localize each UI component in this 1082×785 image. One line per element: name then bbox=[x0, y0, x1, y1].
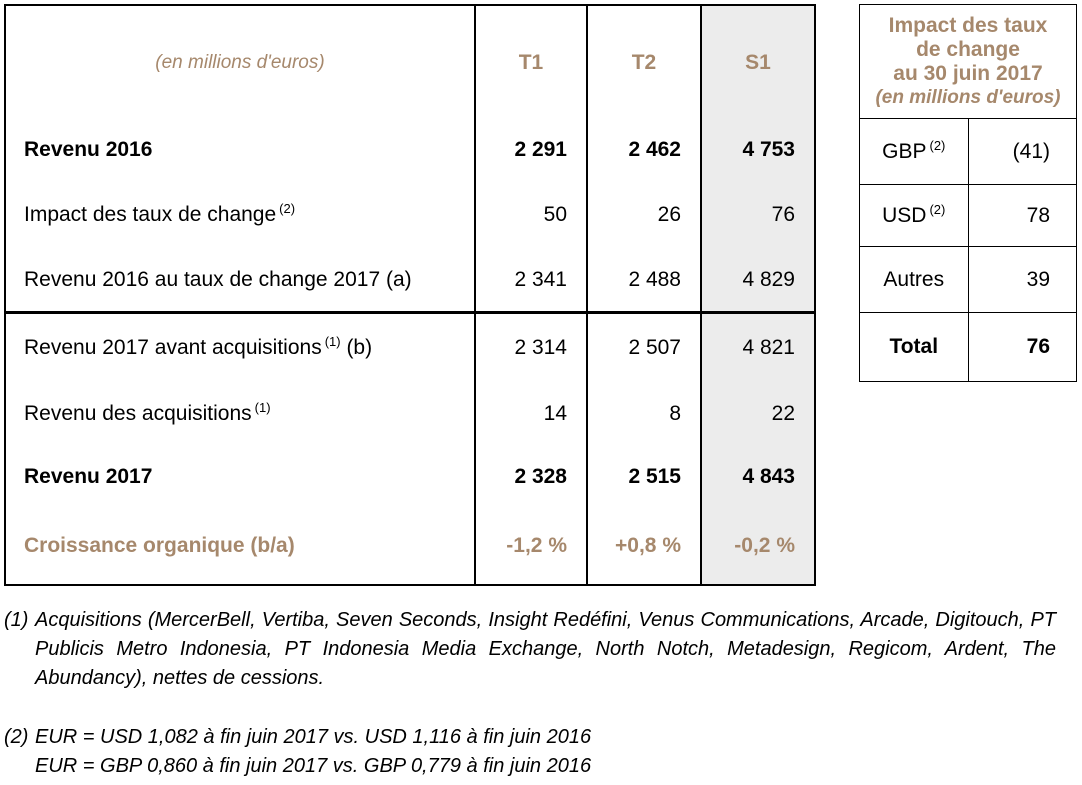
total-label: Total bbox=[860, 313, 969, 382]
cell-s1: 22 bbox=[701, 382, 815, 446]
row-label: Revenu des acquisitions $^{(1)}$ bbox=[24, 400, 271, 425]
fx-table-title: Impact des taux de change au 30 juin 2017 (en millions d'euros) bbox=[860, 5, 1077, 119]
table-row bbox=[5, 119, 815, 181]
cell-t2: 8 bbox=[587, 382, 701, 446]
table-row bbox=[860, 119, 1077, 185]
table-row bbox=[5, 508, 815, 585]
currency-value: (41) bbox=[968, 119, 1077, 185]
cell-t1: -1,2 % bbox=[475, 508, 587, 585]
cell-s1: -0,2 % bbox=[701, 508, 815, 585]
footnote-text: Acquisitions (MercerBell, Vertiba, Seven Seconds, Insight Redéfini, Venus Communications, Arcade, Digitouch, PT Publicis Metro Indonesia, PT Indonesia Media Exchange, North Notch, Metadesign, Regicom, Ardent, The Abundancy), nettes de cessions. bbox=[35, 609, 1056, 689]
row-label: Revenu 2016 bbox=[24, 138, 153, 161]
cell-s1: 4 843 bbox=[701, 446, 815, 508]
cell-t2: 2 515 bbox=[587, 446, 701, 508]
cell-t2: +0,8 % bbox=[587, 508, 701, 585]
row-label: Revenu 2017 avant acquisitions $^{(1)}$ (b) bbox=[5, 313, 475, 383]
cell-t1: 2 328 bbox=[475, 446, 587, 508]
cell-t1: 2 291 bbox=[475, 119, 587, 181]
currency-label: Autres bbox=[860, 247, 969, 313]
cell-t1: 2 341 bbox=[475, 248, 587, 313]
footnote-line: EUR = USD 1,082 à fin juin 2017 vs. USD 1,116 à fin juin 2016 bbox=[35, 726, 592, 748]
cell-s1: 4 821 bbox=[701, 313, 815, 383]
table-row bbox=[5, 181, 815, 248]
cell-t2: 26 bbox=[587, 181, 701, 248]
row-label: Impact des taux de change $^{(2)}$ bbox=[24, 200, 296, 226]
fx-units-label: (en millions d'euros) bbox=[875, 86, 1061, 108]
cell-s1: 4 829 bbox=[701, 248, 815, 313]
cell-t1: 50 bbox=[475, 181, 587, 248]
units-label: (en millions d'euros) bbox=[155, 51, 325, 73]
cell-t1: 2 314 bbox=[475, 313, 587, 383]
footnote-ref: (2) bbox=[929, 201, 946, 217]
cell-t2: 2 488 bbox=[587, 248, 701, 313]
footnote-ref: (2) bbox=[929, 137, 946, 153]
table-row bbox=[5, 382, 815, 446]
row-label: Revenu 2016 au taux de change 2017 (a) bbox=[24, 267, 412, 291]
currency-value: 39 bbox=[968, 247, 1077, 313]
cell-s1: 4 753 bbox=[701, 119, 815, 181]
cell-t1: 14 bbox=[475, 382, 587, 446]
table-row bbox=[5, 446, 815, 508]
col-header-t1: T1 bbox=[475, 5, 587, 119]
currency-label: USD $^{(2)}$ bbox=[860, 185, 969, 247]
footnotes bbox=[4, 606, 1056, 781]
footnote-1 bbox=[4, 606, 1056, 693]
footnote-line: EUR = GBP 0,860 à fin juin 2017 vs. GBP 0,779 à fin juin 2016 bbox=[35, 755, 592, 777]
footnote-2 bbox=[4, 723, 1056, 781]
currency-value: 78 bbox=[968, 185, 1077, 247]
revenue-table bbox=[4, 4, 816, 586]
cell-t2: 2 507 bbox=[587, 313, 701, 383]
fx-impact-table bbox=[859, 4, 1077, 382]
table-row bbox=[860, 185, 1077, 247]
table-row bbox=[5, 313, 815, 383]
fx-title-row bbox=[860, 5, 1077, 119]
cell-s1: 76 bbox=[701, 181, 815, 248]
footnote-ref: (1) bbox=[254, 400, 271, 415]
total-value: 76 bbox=[968, 313, 1077, 382]
footnote-ref: (1) bbox=[324, 334, 341, 349]
footnote-marker: (2) bbox=[4, 726, 29, 748]
currency-label: GBP $^{(2)}$ bbox=[860, 119, 969, 185]
row-label: Croissance organique (b/a) bbox=[24, 534, 295, 557]
table-row bbox=[860, 247, 1077, 313]
row-label: Revenu 2017 bbox=[24, 465, 153, 488]
col-header-t2: T2 bbox=[587, 5, 701, 119]
footnote-ref: (2) bbox=[279, 200, 296, 216]
cell-t2: 2 462 bbox=[587, 119, 701, 181]
table-header-row bbox=[5, 5, 815, 119]
table-row bbox=[860, 313, 1077, 382]
col-header-s1: S1 bbox=[701, 5, 815, 119]
table-row bbox=[5, 248, 815, 313]
footnote-marker: (1) bbox=[4, 609, 29, 631]
